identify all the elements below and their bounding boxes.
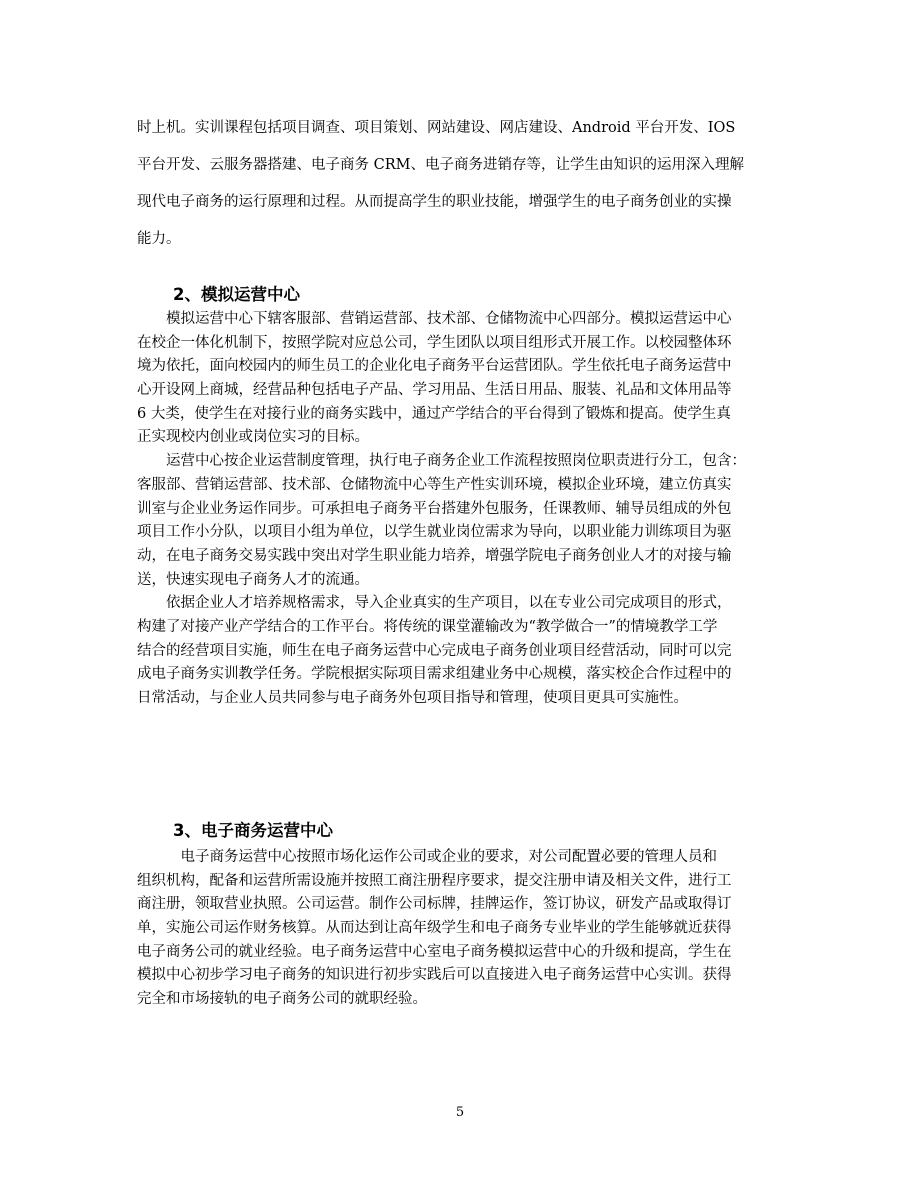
text-line: 现代电子商务的运行原理和过程。从而提高学生的职业技能，增强学生的电子商务创业的实操	[137, 194, 732, 210]
text-line: 送，快速实现电子商务人才的流通。	[137, 571, 369, 588]
text-line: 正实现校内创业或岗位实习的目标。	[137, 429, 369, 446]
text-line: 电子商务公司的就业经验。电子商务运营中心室电子商务模拟运营中心的升级和提高，学生在	[137, 943, 732, 960]
page-number: 5	[455, 1105, 465, 1120]
text-line: 平台开发、云服务器搭建、电子商务 CRM、电子商务进销存等，让学生由知识的运用深入理解	[137, 157, 744, 173]
text-line: 完全和市场接轨的电子商务公司的就职经验。	[137, 991, 427, 1008]
section-3-heading: 3、电子商务运营中心	[173, 821, 333, 840]
text-line: 动，在电子商务交易实践中突出对学生职业能力培养，增强学院电子商务创业人才的对接与输	[137, 547, 732, 564]
text-line: 模拟运营中心下辖客服部、营销运营部、技术部、仓储物流中心四部分。模拟运营运中心	[137, 311, 732, 327]
text-line: 日常活动，与企业人员共同参与电子商务外包项目指导和管理，使项目更具可实施性。	[137, 690, 688, 706]
text-line: 单，实施公司运作财务核算。从而达到让高年级学生和电子商务专业毕业的学生能够就近获得	[137, 920, 732, 937]
text-line: 构建了对接产业产学结合的工作平台。将传统的课堂灌输改为“教学做合一”的情境教学工学	[137, 618, 718, 635]
text-line: 时上机。实训课程包括项目调查、项目策划、网站建设、网店建设、Android 平台开发、IOS	[137, 120, 736, 136]
text-line: 在校企一体化机制下，按照学院对应总公司，学生团队以项目组形式开展工作。以校园整体环	[137, 334, 732, 351]
text-line: 客服部、营销运营部、技术部、仓储物流中心等生产性实训环境，模拟企业环境，建立仿真实	[137, 476, 732, 493]
text-line: 商注册，领取营业执照。公司运营。制作公司标牌，挂牌运作，签订协议，研发产品或取得订	[137, 896, 732, 913]
text-line: 成电子商务实训教学任务。学院根据实际项目需求组建业务中心规模，落实校企合作过程中的	[137, 666, 732, 683]
section-2-heading: 2、模拟运营中心	[173, 285, 300, 304]
text-line: 能力。	[137, 231, 181, 247]
text-line: 训室与企业业务运作同步。可承担电子商务平台搭建外包服务，任课教师、辅导员组成的外包	[137, 500, 732, 517]
text-line: 结合的经营项目实施，师生在电子商务运营中心完成电子商务创业项目经营活动，同时可以完	[137, 642, 732, 659]
section-3-body	[137, 846, 797, 1012]
text-line: 组织机构，配备和运营所需设施并按照工商注册程序要求，提交注册申请及相关文件，进行工	[137, 872, 732, 889]
text-line: 境为依托，面向校园内的师生员工的企业化电子商务平台运营团队。学生依托电子商务运营中	[137, 358, 732, 375]
text-line: 运营中心按企业运营制度管理，执行电子商务企业工作流程按照岗位职责进行分工，包含：	[137, 453, 746, 470]
intro-paragraph	[137, 110, 797, 258]
text-line: 电子商务运营中心按照市场化运作公司或企业的要求，对公司配置必要的管理人员和	[137, 849, 717, 865]
section-2-body	[137, 308, 797, 711]
text-line: 项目工作小分队，以项目小组为单位，以学生就业岗位需求为导向，以职业能力训练项目为驱	[137, 524, 732, 541]
text-line: 心开设网上商城，经营品种包括电子产品、学习用品、生活日用品、服装、礼品和文体用品等	[137, 382, 732, 399]
text-line: 依据企业人才培养规格需求，导入企业真实的生产项目，以在专业公司完成项目的形式，	[137, 595, 732, 612]
text-line: 模拟中心初步学习电子商务的知识进行初步实践后可以直接进入电子商务运营中心实训。获得	[137, 967, 732, 984]
text-line: 6 大类，使学生在对接行业的商务实践中，通过产学结合的平台得到了锻炼和提高。使学生真	[137, 405, 731, 422]
